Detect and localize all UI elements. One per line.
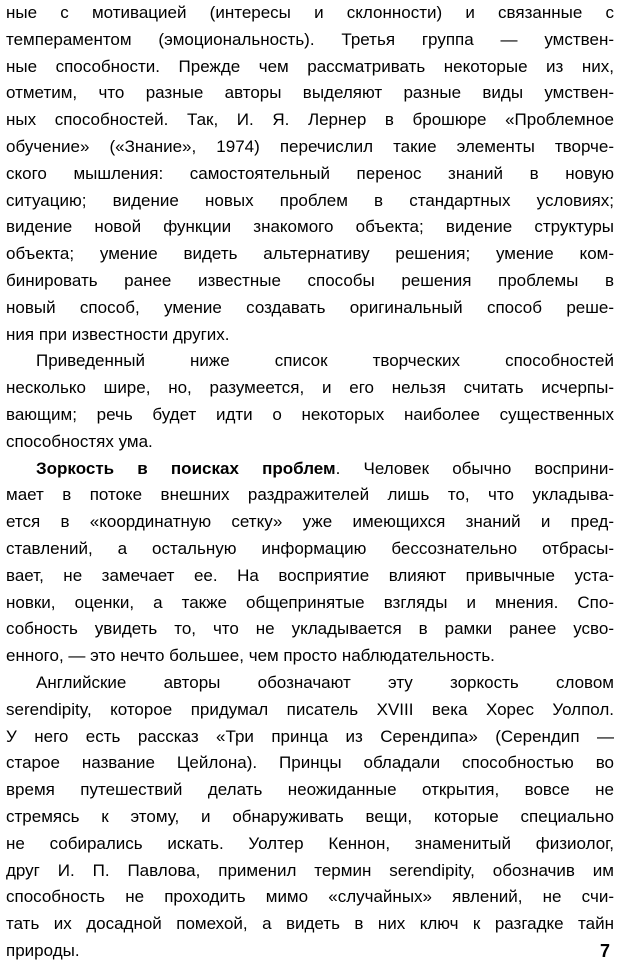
paragraph-line: собность увидеть то, что не укладывается в рамки ранее усво- xyxy=(6,619,614,639)
paragraph-line: вающим; речь будет идти о некоторых наиболее существенных xyxy=(6,404,614,424)
run-in-heading: Зоркость в поисках проблем xyxy=(36,458,336,478)
paragraph-line: ных способностей. Так, И. Я. Лернер в брошюре «Проблемное xyxy=(6,110,614,130)
paragraph xyxy=(6,670,614,965)
paragraph-line: отметим, что разные авторы выделяют разные виды умствен- xyxy=(6,83,614,103)
paragraph-line: способностях ума. xyxy=(6,431,153,451)
paragraph-line: способность не проходить мимо «случайных» явлений, не счи- xyxy=(6,887,614,907)
paragraph-line: объекта; умение видеть альтернативу решения; умение ком- xyxy=(6,244,614,264)
paragraph-line: вает, не замечает ее. На восприятие влияют привычные уста- xyxy=(6,565,614,585)
paragraph-line: темпераментом (эмоциональность). Третья группа — умствен- xyxy=(6,29,614,49)
paragraph-line: ные способности. Прежде чем рассматривать некоторые из них, xyxy=(6,56,614,76)
paragraph-line: новый способ, умение создавать оригинальный способ реше- xyxy=(6,297,614,317)
paragraph-line: бинировать ранее известные способы решения проблемы в xyxy=(6,270,614,290)
paragraph-line: друг И. П. Павлова, применил термин serendipity, обозначив им xyxy=(6,860,614,880)
paragraph-line: видение новой функции знакомого объекта; видение структуры xyxy=(6,217,614,237)
paragraph-line: время путешествий делать неожиданные открытия, вовсе не xyxy=(6,780,614,800)
paragraph-line: старое название Цейлона). Принцы обладали способностью во xyxy=(6,753,614,773)
paragraph-line: ется в «координатную сетку» уже имеющихся знаний и пред- xyxy=(6,512,614,532)
paragraph-line: У него есть рассказ «Три принца из Серендипа» (Серендип — xyxy=(6,726,614,746)
paragraph-line: ставлений, а остальную информацию бессознательно отбрасы- xyxy=(6,538,614,558)
page-body-text xyxy=(6,0,614,965)
line-text: . Человек обычно восприни- xyxy=(335,458,614,478)
paragraph-line: не собирались искать. Уолтер Кеннон, знаменитый физиолог, xyxy=(6,833,614,853)
paragraph-line: ные с мотивацией (интересы и склонности) и связанные с xyxy=(6,3,614,22)
paragraph-line: новки, оценки, а также общепринятые взгляды и мнения. Спо- xyxy=(6,592,614,612)
paragraph-line: Английские авторы обозначают эту зоркость словом xyxy=(36,672,614,692)
paragraph-line: тать их досадной помехой, а видеть в них ключ к разгадке тайн xyxy=(6,914,614,934)
paragraph xyxy=(6,348,614,455)
paragraph-line: serendipity, которое придумал писатель XVIII века Хорес Уолпол. xyxy=(6,699,614,719)
paragraph-line: стремясь к этому, и обнаруживать вещи, которые специально xyxy=(6,806,614,826)
page-number: 7 xyxy=(599,941,610,961)
paragraph-line: обучение» («Знание», 1974) перечислил такие элементы творче- xyxy=(6,136,614,156)
paragraph-line: природы. xyxy=(6,940,80,960)
paragraph-line: Приведенный ниже список творческих способностей xyxy=(36,351,614,371)
paragraph-line: ситуацию; видение новых проблем в стандартных условиях; xyxy=(6,190,614,210)
paragraph xyxy=(6,456,614,670)
paragraph xyxy=(6,0,614,348)
paragraph-line: ского мышления: самостоятельный перенос знаний в новую xyxy=(6,163,614,183)
paragraph-line: мает в потоке внешних раздражителей лишь то, что укладыва- xyxy=(6,485,614,505)
paragraph-line: несколько шире, но, разумеется, и его нельзя считать исчерпы- xyxy=(6,378,614,398)
paragraph-line xyxy=(6,456,614,483)
paragraph-line: енного, — это нечто большее, чем просто наблюдательность. xyxy=(6,646,495,666)
paragraph-line: ния при известности других. xyxy=(6,324,230,344)
